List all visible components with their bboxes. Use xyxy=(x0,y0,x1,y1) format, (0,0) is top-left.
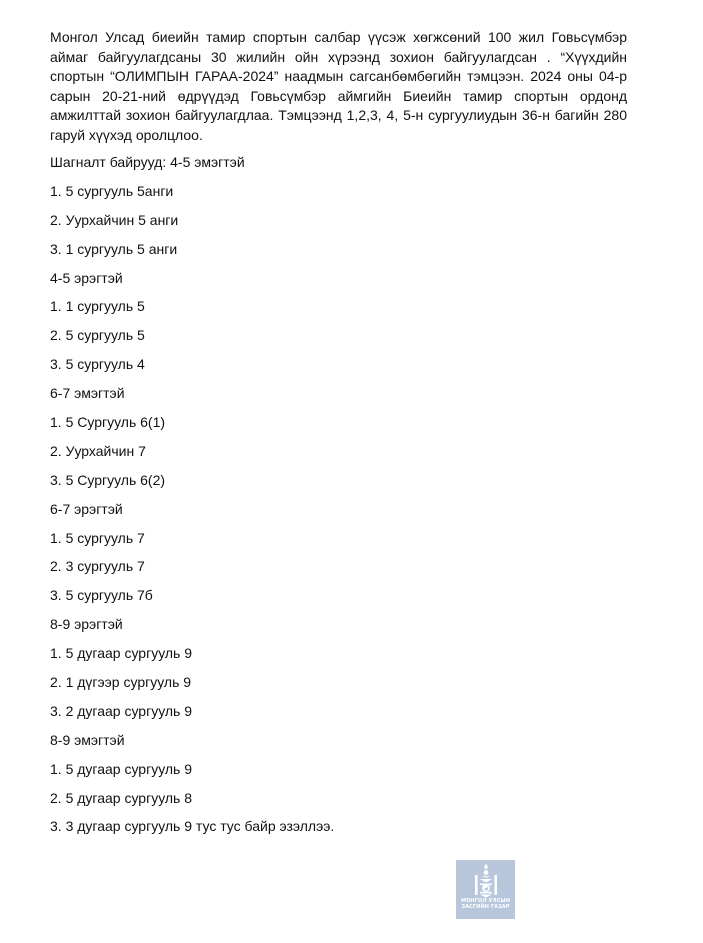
results-line: 2. 3 сургууль 7 xyxy=(50,558,145,575)
results-line: 1. 1 сургууль 5 xyxy=(50,298,145,315)
results-line: 3. 5 сургууль 7б xyxy=(50,587,153,604)
results-line: 6-7 эмэгтэй xyxy=(50,385,125,402)
results-line: 4-5 эрэгтэй xyxy=(50,269,123,286)
results-line: 2. Уурхайчин 5 анги xyxy=(50,211,179,228)
results-line: 1. 5 сургууль 7 xyxy=(50,529,145,546)
results-list xyxy=(50,154,627,834)
results-line: 3. 2 дугаар сургууль 9 xyxy=(50,702,193,719)
results-line: 3. 3 дугаар сургууль 9 тус тус байр эзэллээ. xyxy=(50,818,335,835)
results-line: 1. 5 дугаар сургууль 9 xyxy=(50,645,193,662)
results-line: Шагналт байрууд: 4-5 эмэгтэй xyxy=(50,154,245,170)
soyombo-icon xyxy=(473,864,499,898)
results-line: 2. 5 дугаар сургууль 8 xyxy=(50,789,193,806)
results-line: 2. 1 дүгээр сургууль 9 xyxy=(50,674,192,691)
results-line: 1. 5 сургууль 5анги xyxy=(50,182,174,199)
document-body xyxy=(50,28,627,847)
results-line: 3. 5 Сургууль 6(2) xyxy=(50,471,166,488)
logo-text-line2: ЗАСГИЙН ГАЗАР xyxy=(461,904,510,910)
logo-text-line1: МОНГОЛ УЛСЫН xyxy=(461,898,510,904)
government-logo xyxy=(456,860,515,919)
results-line: 8-9 эмэгтэй xyxy=(50,731,125,748)
results-line: 2. 5 сургууль 5 xyxy=(50,327,145,344)
results-line: 3. 5 сургууль 4 xyxy=(50,356,145,373)
results-line: 8-9 эрэгтэй xyxy=(50,616,123,633)
intro-paragraph: Монгол Улсад биеийн тамир спортын салбар үүсэж хөгжсөний 100 жил Говьсүмбэр аймаг байгуулагдсаны 30 жилийн ойн хүрээнд зохион байгуулагдсан . “Хүүхдийн спортын “ОЛИМПЫН ГАРАА-2024” наадмын сагсанбөмбөгийн тэмцээн. 2024 оны 04-р сарын 20-21-ний өдрүүдэд Говьсүмбэр аймгийн Биеийн тамир спортын ордонд амжилттай зохион байгуулагдлаа. Тэмцээнд 1,2,3, 4, 5-н сургуулиудын 36-н багийн 280 гаруй хүүхэд оролцлоо. xyxy=(50,29,627,143)
results-line: 1. 5 Сургууль 6(1) xyxy=(50,414,166,431)
results-line: 1. 5 дугаар сургууль 9 xyxy=(50,760,193,777)
results-line: 2. Уурхайчин 7 xyxy=(50,442,146,459)
results-line: 3. 1 сургууль 5 анги xyxy=(50,240,178,257)
results-line: 6-7 эрэгтэй xyxy=(50,500,123,517)
